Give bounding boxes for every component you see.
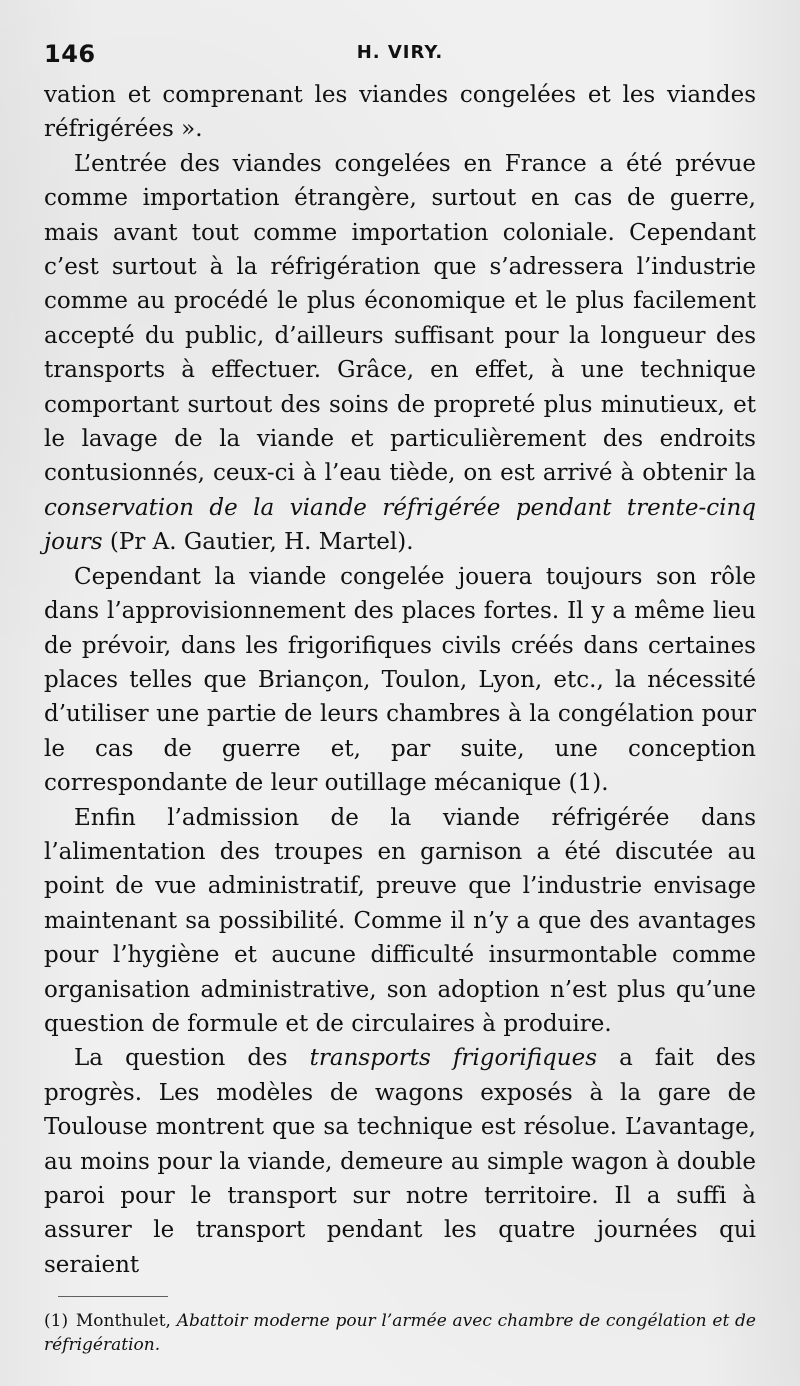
paragraph-5-text: a fait des progrès. Les modèles de wagons exposés à la gare de Toulouse montrent que sa technique est résolue. L’avantage, au moins pour la viande, demeure au simple wagon à double paroi pour le transport sur notre territoire. Il a suffi à assurer le transport pendant les quatre journées qui seraient bbox=[44, 1045, 756, 1278]
paragraph-5 bbox=[44, 1041, 756, 1282]
paragraph-4 bbox=[44, 801, 756, 1042]
body-text bbox=[44, 78, 756, 1282]
paragraph-2-text: L’entrée des viandes congelées en France a été prévue comme importation étrangère, surtout en cas de guerre, mais avant tout comme importation coloniale. Cependant c’est surtout à la réfrigération que s’adressera l’industrie comme au procédé le plus économique et le plus facilement accepté du public, d’ailleurs suffisant pour la longueur des transports à effectuer. Grâce, en effet, à une technique comportant surtout des soins de propreté plus minutieux, et le lavage de la viande et particulièrement des endroits contusionnés, ceux-ci à l’eau tiède, on est arrivé à obtenir la bbox=[44, 150, 756, 487]
paragraph-5-italic: transports frigorifiques bbox=[309, 1045, 597, 1072]
running-head: H. VIRY. bbox=[356, 42, 444, 63]
paragraph-3-text: Cependant la viande congelée jouera toujours son rôle dans l’approvisionnement des places fortes. Il y a même lieu de prévoir, dans les frigorifiques civils créés dans certaines places telles que Briançon, Toulon, Lyon, etc., la nécessité d’utiliser une partie de leurs chambres à la congélation pour le cas de guerre et, par suite, une conception correspondante de leur outillage mécanique (1). bbox=[44, 563, 756, 797]
footnote-mark: (1) bbox=[44, 1311, 69, 1332]
paragraph-2-tail: (Pr A. Gautier, H. Martel). bbox=[102, 529, 414, 556]
paragraph-1 bbox=[44, 78, 756, 147]
page-header bbox=[44, 30, 756, 78]
footnote-separator bbox=[58, 1296, 168, 1297]
paragraph-2-italic: conservation de la viande réfrigérée pendant trente-cinq jours bbox=[44, 494, 756, 556]
footnote bbox=[44, 1309, 756, 1357]
footnote-title: Abattoir moderne pour l’armée avec chambre de congélation et de réfrigération. bbox=[44, 1311, 756, 1356]
paragraph-3 bbox=[44, 560, 756, 801]
footnote-author: Monthulet, bbox=[75, 1311, 171, 1332]
paragraph-1-text: vation et comprenant les viandes congelées et les viandes réfrigérées ». bbox=[44, 82, 756, 143]
paragraph-2 bbox=[44, 147, 756, 560]
paragraph-4-text: Enfin l’admission de la viande réfrigérée dans l’alimentation des troupes en garnison a été discutée au point de vue administratif, preuve que l’industrie envisage maintenant sa possibilité. Comme il n’y a que des avantages pour l’hygiène et aucune difficulté insurmontable comme organisation administrative, son adoption n’est plus qu’une question de formule et de circulaires à produire. bbox=[44, 804, 756, 1037]
paragraph-5-lead: La question des bbox=[74, 1045, 310, 1072]
page-number: 146 bbox=[44, 40, 96, 68]
